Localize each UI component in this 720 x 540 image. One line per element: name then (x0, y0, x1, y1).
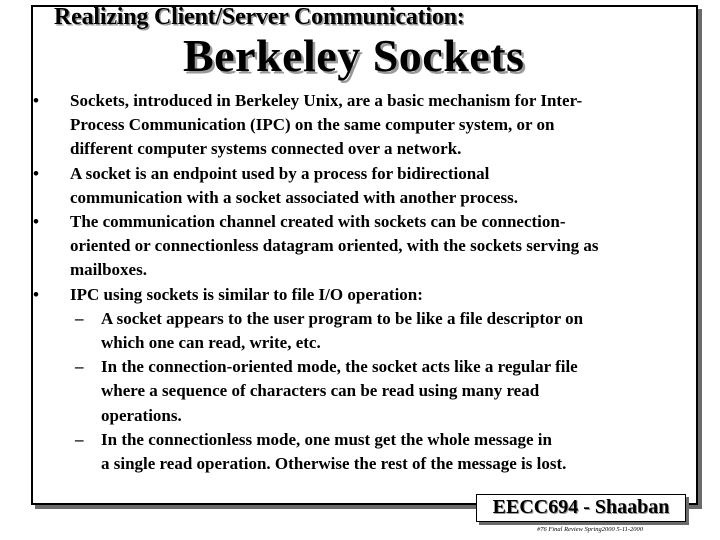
bullet-line: The communication channel created with sockets can be connection- (70, 212, 566, 232)
slide-content (0, 89, 720, 476)
bullet-marker: • (33, 163, 39, 183)
bullet-line: Sockets, introduced in Berkeley Unix, are a basic mechanism for Inter- (70, 91, 583, 110)
sub-bullet-line: where a sequence of characters can be read using many read (101, 381, 540, 401)
bullet-line: communication with a socket associated with another process. (70, 187, 518, 207)
bullet-item (0, 89, 700, 162)
bullet-marker: • (33, 91, 39, 110)
sub-bullet-line: operations. (101, 405, 182, 425)
bullet-line: IPC using sockets is similar to file I/O operation: (70, 284, 423, 304)
sub-bullet-marker: – (75, 429, 84, 449)
sub-bullet-line: In the connection-oriented mode, the socket acts like a regular file (101, 357, 578, 377)
sub-bullet-item (0, 355, 681, 428)
bullet-line: oriented or connectionless datagram oriented, with the sockets serving as (70, 236, 599, 256)
bullet-line: mailboxes. (70, 260, 147, 280)
slide-subtitle: Realizing Client/Server Communication: (54, 4, 465, 30)
sub-bullet-marker: – (75, 357, 84, 377)
bullet-line: different computer systems connected over a network. (70, 139, 462, 159)
bullet-item (0, 210, 700, 283)
course-label-box: EECC694 - Shaaban (476, 494, 686, 522)
sub-bullet-line: which one can read, write, etc. (101, 333, 321, 353)
slide-title: Berkeley Sockets (183, 30, 525, 81)
bullet-item (0, 283, 700, 307)
bullet-line: A socket is an endpoint used by a process for bidirectional (70, 163, 490, 183)
sub-bullet-item (0, 428, 681, 476)
sub-bullet-line: A socket appears to the user program to be like a file descriptor on (101, 308, 584, 328)
sub-bullet-item (0, 307, 681, 355)
sub-bullet-marker: – (75, 308, 84, 328)
slide-footnote: #76 Final Review Spring2000 5-11-2000 (537, 526, 644, 533)
sub-bullet-line: a single read operation. Otherwise the rest of the message is lost. (101, 454, 567, 474)
bullet-line: Process Communication (IPC) on the same computer system, or on (70, 115, 555, 135)
bullet-item (0, 162, 700, 210)
sub-bullet-line: In the connectionless mode, one must get the whole message in (101, 429, 552, 449)
bullet-marker: • (33, 284, 39, 304)
bullet-marker: • (33, 212, 39, 232)
